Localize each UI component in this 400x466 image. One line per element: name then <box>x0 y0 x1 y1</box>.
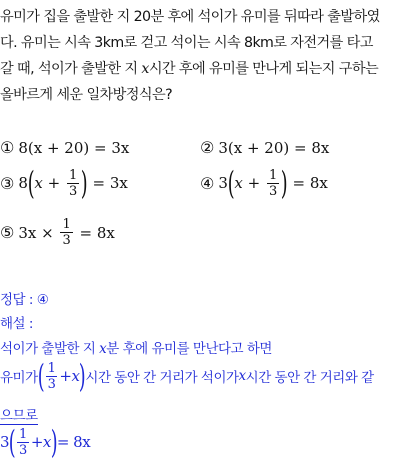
choice-5-fraction <box>60 217 72 248</box>
solution-label: 해설 : <box>0 316 33 332</box>
solution-line-3-text: 으므로 <box>0 408 38 424</box>
fraction-numerator: 1 <box>62 217 71 232</box>
solution-line-2-b: 시간 동안 간 거리가 석이가 <box>85 370 239 386</box>
solution-line-2 <box>0 357 400 395</box>
choice-3-expression <box>18 164 128 202</box>
choice-2[interactable] <box>200 138 329 157</box>
fraction-numerator: 1 <box>268 167 278 183</box>
solution-line-2-a: 유미가 <box>0 370 38 386</box>
choice-4-number: ④ <box>200 173 215 193</box>
fraction-denominator: 3 <box>68 183 78 199</box>
choice-5-lhs: 3x × <box>18 223 54 242</box>
plus-sign: + <box>59 367 72 385</box>
solution-variable: x <box>99 341 107 357</box>
solution-equation-expression <box>0 423 91 461</box>
problem-line-3 <box>0 56 400 82</box>
solution-equation <box>0 423 400 461</box>
solution-line-3 <box>0 404 400 424</box>
solution-fraction <box>46 361 58 392</box>
plus-sign: + <box>30 433 43 451</box>
choice-2-number: ② <box>200 138 215 157</box>
right-paren: ) <box>79 357 86 395</box>
choice-3-fraction <box>67 168 79 199</box>
problem-line-2: 다. 유미는 시속 3km로 걷고 석이는 시속 8km로 자전거를 타고 <box>0 35 373 51</box>
solution-line-1 <box>0 337 400 357</box>
choice-3-var: x <box>34 174 43 192</box>
choice-5-number: ⑤ <box>0 223 15 242</box>
fraction-numerator: 1 <box>47 360 56 376</box>
left-paren: ( <box>8 423 16 461</box>
choice-4-coefficient: 3 <box>218 174 228 192</box>
choice-3-coefficient: 8 <box>18 174 28 192</box>
problem-line-1: 유미가 집을 출발한 지 20분 후에 석이가 유미를 뒤따라 출발하였 <box>0 9 380 25</box>
fraction-denominator: 3 <box>47 376 56 392</box>
solution-variable-2: x <box>238 368 246 384</box>
fraction-denominator: 3 <box>268 183 278 199</box>
choice-3[interactable] <box>0 164 128 202</box>
solution-variable: x <box>71 367 80 385</box>
choice-3-rhs: = 3x <box>92 174 128 192</box>
choice-3-plus: + <box>47 174 61 192</box>
equation-variable: x <box>42 433 51 451</box>
choice-1[interactable] <box>0 138 129 157</box>
problem-line-3-b: 시간 후에 유미를 만나게 되는지 구하는 <box>148 61 379 77</box>
answer-line: 정답 : ④ <box>0 292 49 308</box>
choice-4-rhs: = 8x <box>292 174 328 192</box>
choice-5[interactable] <box>0 217 115 248</box>
choice-3-number: ③ <box>0 173 15 193</box>
fraction-numerator: 1 <box>19 426 27 442</box>
fraction-numerator: 1 <box>68 167 78 183</box>
solution-line-1-b: 분 후에 유미를 만난다고 하면 <box>106 341 272 357</box>
right-paren: ) <box>281 164 288 202</box>
equation-coefficient: 3 <box>0 433 10 451</box>
choice-4-plus: + <box>247 174 261 192</box>
choice-4-expression <box>218 164 328 202</box>
choice-1-number: ① <box>0 138 15 157</box>
solution-line-1-a: 석이가 출발한 지 <box>0 341 100 357</box>
choice-5-rhs: = 8x <box>79 223 115 242</box>
left-paren: ( <box>227 164 235 202</box>
choice-5-expression <box>18 217 115 248</box>
choice-4[interactable] <box>200 164 328 202</box>
solution-line-2-expression <box>37 357 86 395</box>
left-paren: ( <box>37 357 44 395</box>
right-paren: ) <box>81 164 88 202</box>
problem-line-4: 올바르게 세운 일차방정식은? <box>0 87 173 103</box>
choice-4-fraction <box>267 168 279 199</box>
left-paren: ( <box>27 164 35 202</box>
choice-4-var: x <box>234 174 243 192</box>
choice-2-expression: 3(x + 20) = 8x <box>218 138 330 157</box>
choice-1-expression: 8(x + 20) = 3x <box>18 138 130 157</box>
fraction-denominator: 3 <box>62 233 71 248</box>
equation-fraction <box>17 427 29 458</box>
solution-line-2-c: 시간 동안 간 거리와 같 <box>245 370 374 386</box>
problem-text <box>0 4 400 108</box>
problem-line-3-a: 갈 때, 석이가 출발한 지 <box>0 61 142 77</box>
right-paren: ) <box>50 423 58 461</box>
problem-variable: x <box>141 61 149 77</box>
equation-rhs: = 8x <box>56 433 91 451</box>
fraction-denominator: 3 <box>19 442 27 458</box>
